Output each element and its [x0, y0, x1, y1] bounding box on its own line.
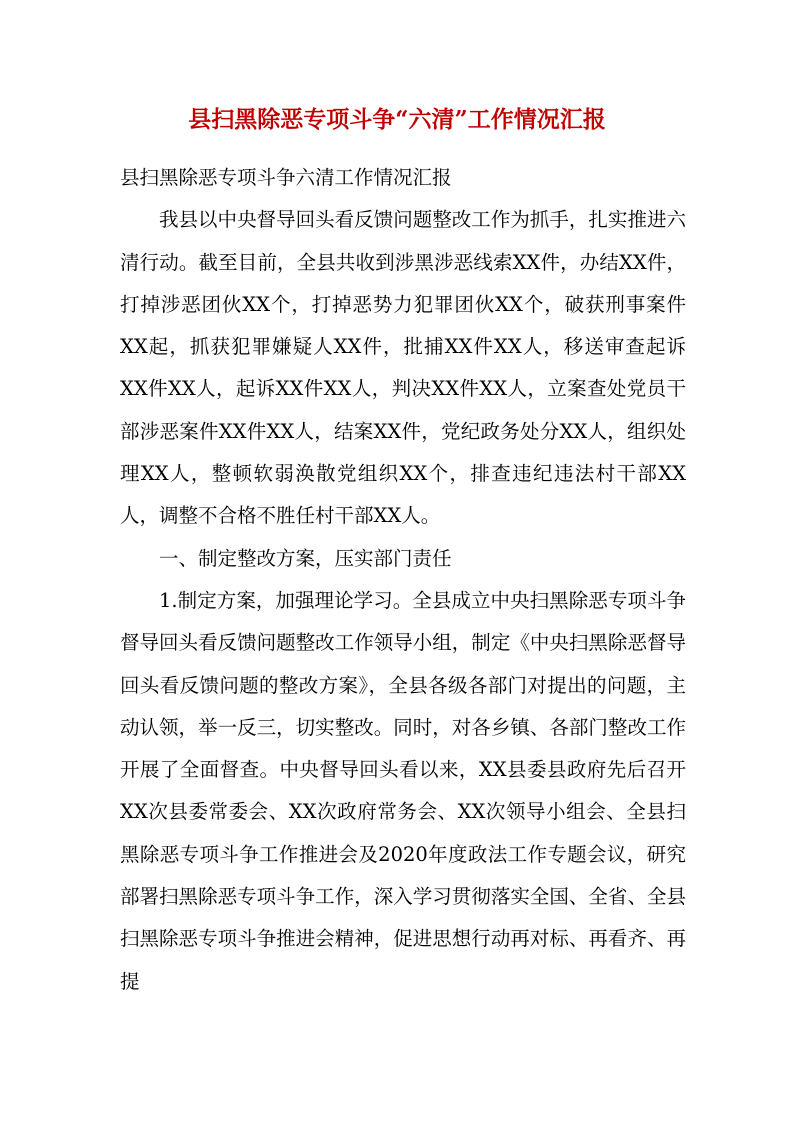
document-body — [120, 157, 686, 1003]
section-1-heading: 一、制定整改方案，压实部门责任 — [159, 546, 452, 570]
document-title: 县扫黑除恶专项斗争“六清”工作情况汇报 — [188, 106, 606, 133]
section-1-paragraph: 1.制定方案，加强理论学习。全县成立中央扫黑除恶专项斗争督导回头看反馈问题整改工作领导小组，制定《中央扫黑除恶督导回头看反馈问题的整改方案》，全县各级各部门对提出的问题，主动认领，举一反三，切实整改。同时，对各乡镇、各部门整改工作开展了全面督查。中央督导回头看以来，XX县委县政府先后召开XX次县委常委会、XX次政府常务会、XX次领导小组会、全县扫黑除恶专项斗争工作推进会及2020年度政法工作专题会议，研究部署扫黑除恶专项斗争工作，深入学习贯彻落实全国、全省、全县扫黑除恶专项斗争推进会精神，促进思想行动再对标、再看齐、再提 — [120, 588, 686, 993]
document-subtitle: 县扫黑除恶专项斗争六清工作情况汇报 — [120, 166, 452, 189]
intro-paragraph: 我县以中央督导回头看反馈问题整改工作为抓手，扎实推进六清行动。截至目前，全县共收到涉黑涉恶线索XX件，办结XX件，打掉涉恶团伙XX个，打掉恶势力犯罪团伙XX个，破获刑事案件XX起，抓获犯罪嫌疑人XX件，批捕XX件XX人，移送审查起诉XX件XX人，起诉XX件XX人，判决XX件XX人，立案查处党员干部涉恶案件XX件XX人，结案XX件，党纪政务处分XX人，组织处理XX人，整顿软弱涣散党组织XX个，排查违纪违法村干部XX人，调整不合格不胜任村干部XX人。 — [120, 208, 686, 528]
